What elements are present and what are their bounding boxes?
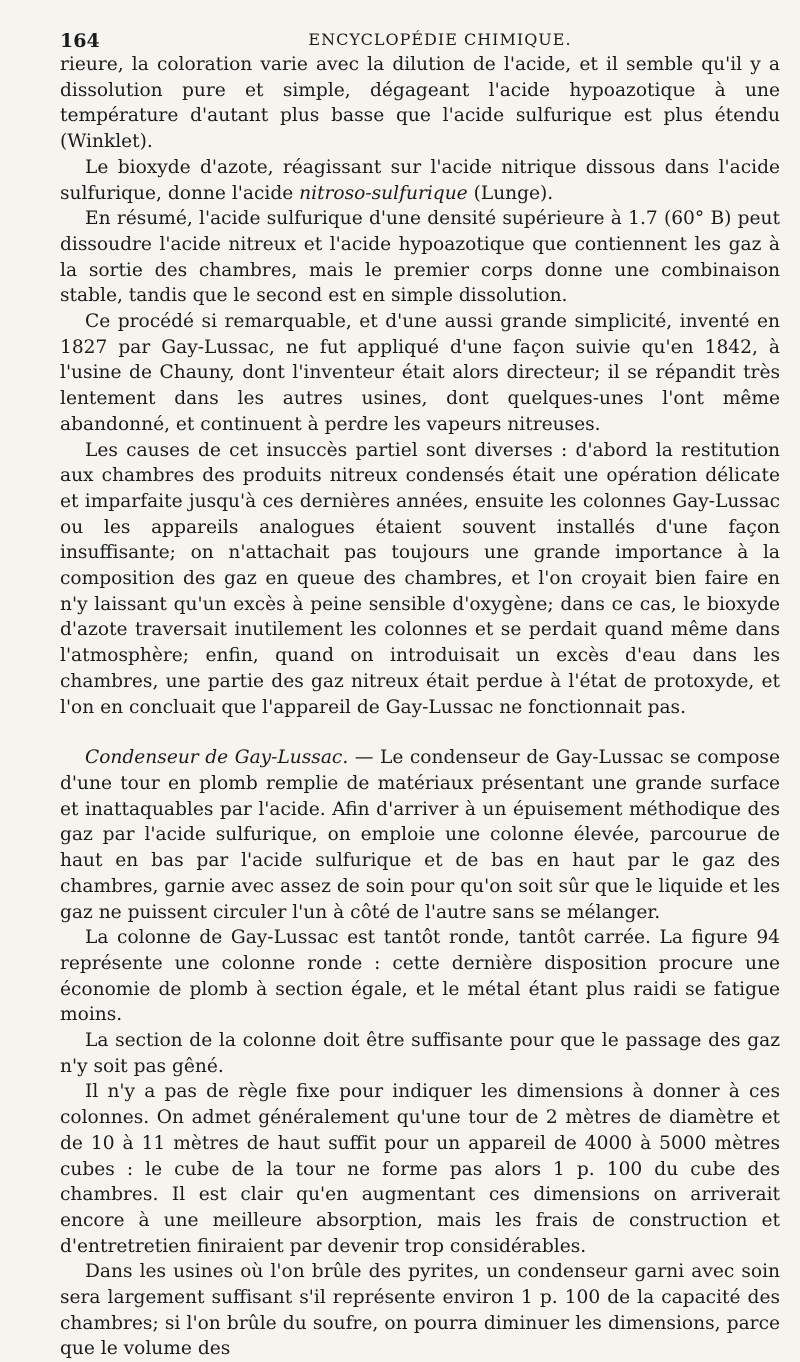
paragraph-5: Les causes de cet insuccès partiel sont diverses : d'abord la restitution aux chambres des produits nitreux condensés était une opération délicate et imparfaite jusqu'à ces dernières années, ensuite les colonnes Gay-Lussac ou les appareils analogues étaient souvent installés d'une façon insuffisante; on n'attachait pas toujours une grande importance à la composition des gaz en queue des chambres, et l'on croyait bien faire en n'y laissant qu'un excès à peine sensible d'oxygène; dans ce cas, le bioxyde d'azote traversait inutilement les colonnes et se perdait quand même dans l'atmosphère; enfin, quand on introduisait un excès d'eau dans les chambres, une partie des gaz nitreux était perdue à l'état de protoxyde, et l'on en concluait que l'appareil de Gay-Lussac ne fonctionnait pas. bbox=[60, 439, 780, 718]
running-title: ENCYCLOPÉDIE CHIMIQUE. bbox=[308, 30, 572, 49]
paragraph-3: En résumé, l'acide sulfurique d'une densité supérieure à 1.7 (60° B) peut dissoudre l'acide nitreux et l'acide hypoazotique que contiennent les gaz à la sortie des chambres, mais le premier corps donne une combinaison stable, tandis que le second est en simple dissolution. bbox=[60, 208, 780, 307]
paragraph-1: rieure, la coloration varie avec la dilution de l'acide, et il semble qu'il y a dissolution pure et simple, dégageant l'acide hypoazotique à une température d'autant plus basse que l'acide sulfurique est plus étendu (Winklet). bbox=[60, 54, 780, 153]
paragraph-9: Il n'y a pas de règle fixe pour indiquer les dimensions à donner à ces colonnes. On admet généralement qu'une tour de 2 mètres de diamètre et de 10 à 11 mètres de haut suffit pour un appareil de 4000 à 5000 mètres cubes : le cube de la tour ne forme pas alors 1 p. 100 du cube des chambres. Il est clair qu'en augmentant ces dimensions on arriverait encore à une meilleure absorption, mais les frais de construction et d'entretretien finiraient par devenir trop considérables. bbox=[60, 1081, 780, 1257]
running-head bbox=[60, 0, 780, 52]
paragraph-7: La colonne de Gay-Lussac est tantôt ronde, tantôt carrée. La figure 94 représente une colonne ronde : cette dernière disposition procure une économie de plomb à section égale, et le métal étant plus raidi se fatigue moins. bbox=[60, 927, 780, 1026]
paragraph-4: Ce procédé si remarquable, et d'une aussi grande simplicité, inventé en 1827 par Gay-Lussac, ne fut appliqué d'une façon suivie qu'en 1842, à l'usine de Chauny, dont l'inventeur était alors directeur; il se répandit très lentement dans les autres usines, dont quelques-unes l'ont même abandonné, et continuent à perdre les vapeurs nitreuses. bbox=[60, 311, 780, 435]
section-heading: Condenseur de Gay-Lussac. bbox=[85, 747, 349, 769]
paragraph-10: Dans les usines où l'on brûle des pyrites, un condenseur garni avec soin sera largement suffisant s'il représente environ 1 p. 100 de la capacité des chambres; si l'on brûle du soufre, on pourra diminuer les dimensions, parce que le volume des bbox=[60, 1261, 780, 1360]
page-number: 164 bbox=[60, 30, 100, 52]
paragraph-8: La section de la colonne doit être suffisante pour que le passage des gaz n'y soit pas gêné. bbox=[60, 1030, 780, 1077]
body-text bbox=[60, 52, 780, 1362]
paragraph-2: Le bioxyde d'azote, réagissant sur l'acide nitrique dissous dans l'acide sulfurique, donne l'acide nitroso-sulfurique (Lunge). bbox=[60, 156, 780, 204]
paragraph-6: Condenseur de Gay-Lussac. — Le condenseur de Gay-Lussac se compose d'une tour en plomb remplie de matériaux présentant une grande surface et inattaquables par l'acide. Afin d'arriver à un épuisement méthodique des gaz par l'acide sulfurique, on emploie une colonne élevée, parcourue de haut en bas par l'acide sulfurique et de bas en haut par le gaz des chambres, garnie avec assez de soin pour qu'on soit sûr que le liquide et les gaz ne puissent circuler l'un à côté de l'autre sans se mélanger. bbox=[60, 747, 780, 923]
italic-term: nitroso-sulfurique bbox=[299, 182, 468, 204]
